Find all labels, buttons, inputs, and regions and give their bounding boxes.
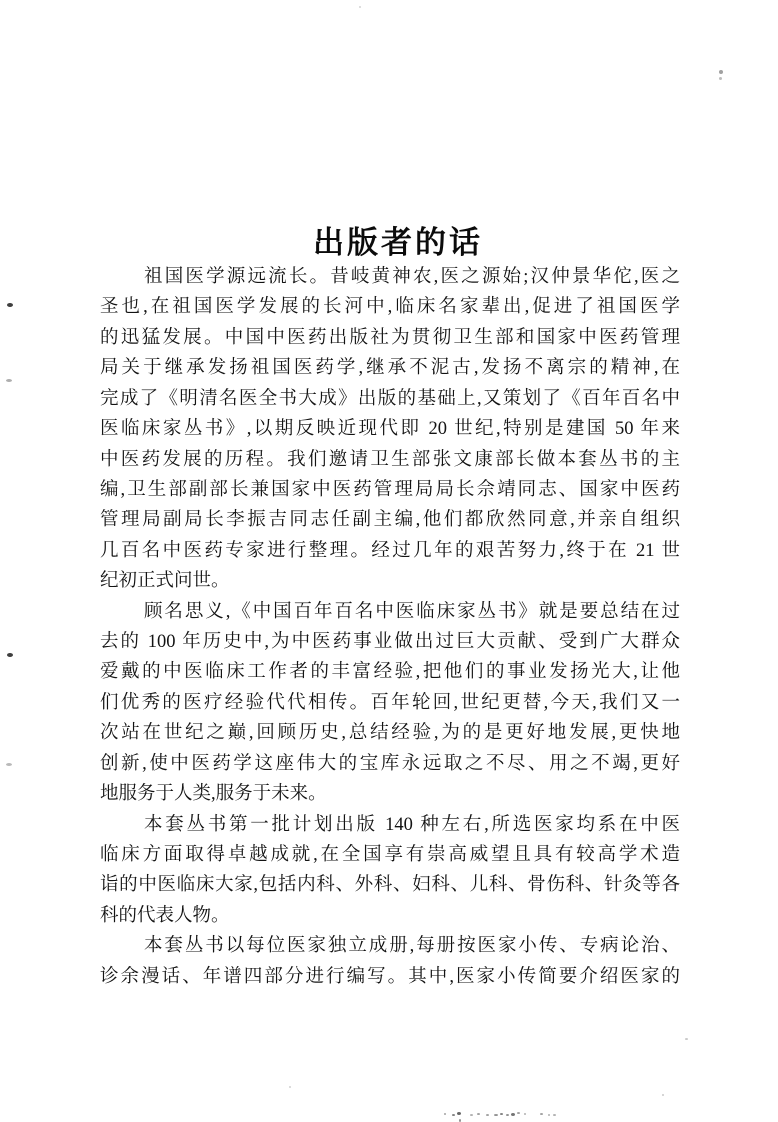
- scan-speck: [7, 303, 13, 307]
- scan-speck: [494, 1114, 498, 1116]
- scan-speck: [500, 1113, 503, 1115]
- text-line: 医临床家丛书》,以期反映近现代即 20 世纪,特别是建国 50 年来: [100, 419, 680, 440]
- scan-speck: [359, 6, 361, 8]
- text-line: 圣也,在祖国医学发展的长河中,临床名家辈出,促进了祖国医学: [100, 297, 680, 318]
- text-line: 的迅猛发展。中国中医药出版社为贯彻卫生部和国家中医药管理: [100, 327, 680, 348]
- text-line: 本套丛书第一批计划出版 140 种左右,所选医家均系在中医: [144, 814, 680, 835]
- text-line: 次站在世纪之巅,回顾历史,总结经验,为的是更好地发展,更快地: [100, 723, 680, 744]
- text-line: 诊余漫话、年谱四部分进行编写。其中,医家小传简要介绍医家的: [100, 966, 680, 987]
- scan-speck: [452, 1114, 455, 1116]
- text-line: 们优秀的医疗经验代代相传。百年轮回,世纪更替,今天,我们又一: [100, 692, 680, 713]
- text-line: 创新,使中医药学这座伟大的宝库永远取之不尽、用之不竭,更好: [100, 753, 680, 774]
- text-line: 去的 100 年历史中,为中医药事业做出过巨大贡献、受到广大群众: [100, 632, 680, 653]
- text-line: 局关于继承发扬祖国医药学,继承不泥古,发扬不离宗的精神,在: [100, 358, 680, 379]
- text-line: 顾名思义,《中国百年百名中医临床家丛书》就是要总结在过: [144, 601, 680, 622]
- scan-speck: [7, 653, 13, 657]
- text-line: 临床方面取得卓越成就,在全国享有崇高威望且具有较高学术造: [100, 845, 680, 866]
- text-line: 中医药发展的历程。我们邀请卫生部张文康部长做本套丛书的主: [100, 449, 680, 470]
- text-line: 完成了《明清名医全书大成》出版的基础上,又策划了《百年百名中: [100, 388, 680, 409]
- scan-speck: [511, 1113, 515, 1116]
- scan-speck: [470, 1114, 473, 1116]
- text-line: 纪初正式问世。: [100, 571, 230, 592]
- scan-speck: [289, 1086, 291, 1088]
- body-text: [100, 262, 680, 992]
- text-line: 地服务于人类,服务于未来。: [100, 784, 327, 805]
- scan-speck: [6, 763, 12, 766]
- scan-speck: [719, 77, 722, 80]
- scan-speck: [719, 70, 723, 74]
- text-line: 祖国医学源远流长。昔岐黄神农,医之源始;汉仲景华佗,医之: [144, 267, 680, 287]
- scan-speck: [540, 1113, 543, 1115]
- scan-speck: [477, 1113, 480, 1115]
- scan-speck: [486, 1114, 489, 1116]
- scan-speck: [506, 1114, 509, 1116]
- text-line: 几百名中医药专家进行整理。经过几年的艰苦努力,终于在 21 世: [100, 540, 680, 561]
- text-line: 爱戴的中医临床工作者的丰富经验,把他们的事业发扬光大,让他: [100, 662, 680, 683]
- scan-speck: [517, 1112, 520, 1114]
- text-line: 管理局副局长李振吉同志任副主编,他们都欣然同意,并亲自组织: [100, 510, 680, 531]
- scan-speck: [457, 1112, 461, 1115]
- page-title: 出版者的话: [313, 224, 483, 260]
- text-line: 本套丛书以每位医家独立成册,每册按医家小传、专病论治、: [144, 936, 680, 957]
- scan-speck: [524, 1113, 526, 1115]
- scan-speck: [444, 1113, 446, 1115]
- text-line: 科的代表人物。: [100, 905, 230, 926]
- text-line: 编,卫生部副部长兼国家中医药管理局局长佘靖同志、国家中医药: [100, 479, 680, 500]
- text-line: 诣的中医临床大家,包括内科、外科、妇科、儿科、骨伤科、针灸等各: [100, 875, 680, 896]
- scan-speck: [662, 1094, 664, 1096]
- scan-speck: [548, 1114, 550, 1116]
- scan-speck: [553, 1114, 556, 1116]
- scan-speck: [6, 379, 12, 382]
- scan-speck: [685, 1038, 688, 1040]
